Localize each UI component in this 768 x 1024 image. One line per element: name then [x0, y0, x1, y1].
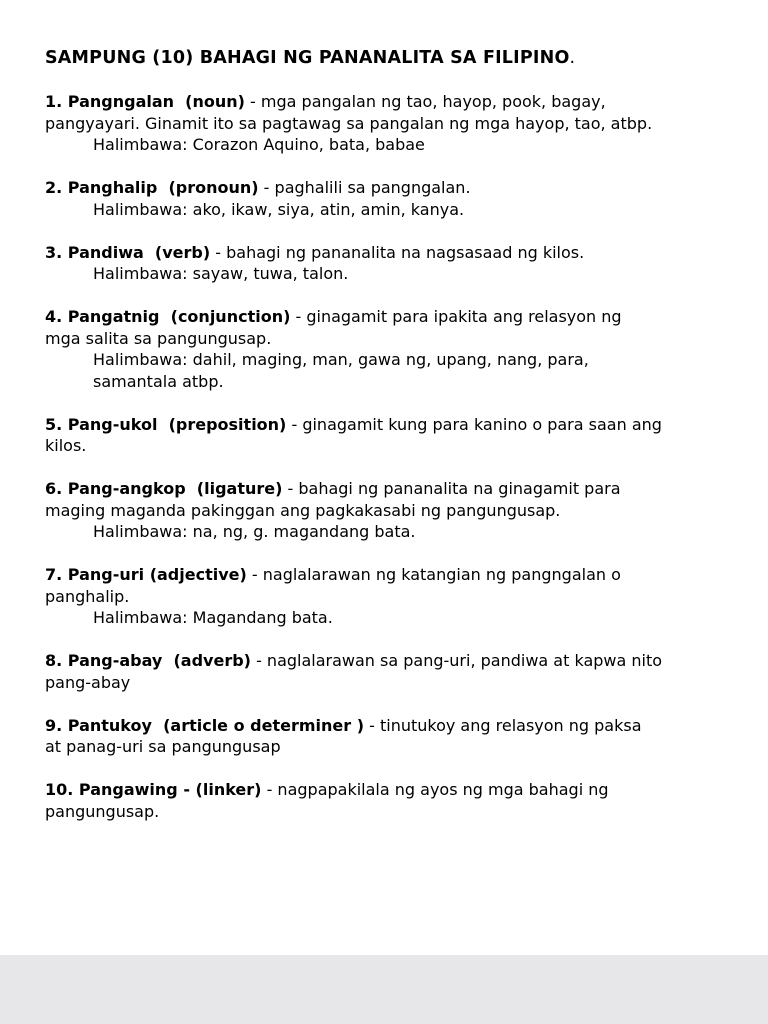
viewer-background-strip [0, 955, 768, 1024]
list-item [45, 306, 748, 392]
item-definition-line: kilos. [45, 436, 87, 455]
item-example-line: Halimbawa: Corazon Aquino, bata, babae [93, 135, 425, 154]
item-definition-line: pangungusap. [45, 801, 160, 821]
item-term: 6. Pang-angkop (ligature) [45, 479, 283, 498]
item-definition-line: maging maganda pakinggan ang pagkakasabi ng pangungusap. [45, 500, 561, 520]
item-heading-line [45, 414, 748, 436]
item-definition: - naglalarawan ng katangian ng pangngalan o [246, 565, 621, 584]
item-term: 9. Pantukoy (article o determiner ) [45, 715, 365, 735]
item-term: 10. Pangawing - (linker) [45, 780, 262, 799]
item-definition-line: at panag-uri sa pangungusap [45, 737, 281, 756]
list-item [45, 91, 748, 156]
page-title-text: SAMPUNG (10) BAHAGI NG PANANALITA SA FILIPINO [45, 48, 570, 68]
list-item [45, 779, 748, 822]
list-item [45, 564, 748, 629]
item-term: 2. Panghalip (pronoun) [45, 178, 259, 197]
list-item [45, 650, 748, 693]
item-heading-line [45, 779, 748, 801]
item-definition: - bahagi ng pananalita na ginagamit para [282, 479, 621, 498]
document-body [45, 91, 748, 822]
item-term: 4. Pangatnig (conjunction) [45, 307, 291, 326]
item-term: 7. Pang-uri (adjective) [45, 565, 247, 584]
item-heading-line [45, 715, 748, 737]
item-heading-line [45, 242, 748, 264]
item-definition-line: pangyayari. Ginamit ito sa pagtawag sa pangalan ng mga hayop, tao, atbp. [45, 113, 653, 133]
item-example-line: Halimbawa: ako, ikaw, siya, atin, amin, kanya. [93, 199, 465, 219]
item-definition: - bahagi ng pananalita na nagsasaad ng kilos. [210, 242, 585, 262]
item-example-line: Halimbawa: dahil, maging, man, gawa ng, upang, nang, para, [93, 350, 589, 369]
list-item [45, 414, 748, 457]
item-heading-line [45, 478, 748, 500]
item-heading-line [45, 306, 748, 328]
item-heading-line [45, 91, 748, 113]
item-definition-line: mga salita sa pangungusap. [45, 328, 272, 348]
item-definition: - mga pangalan ng tao, hayop, pook, bagay, [244, 92, 606, 111]
item-term: 3. Pandiwa (verb) [45, 242, 211, 262]
list-item [45, 478, 748, 543]
page-title-period: . [569, 48, 576, 68]
item-definition: - paghalili sa pangngalan. [258, 178, 471, 197]
item-definition: - ginagamit para ipakita ang relasyon ng [290, 307, 622, 326]
item-definition: - tinutukoy ang relasyon ng paksa [364, 715, 642, 735]
item-example-line: Halimbawa: Magandang bata. [93, 608, 333, 627]
item-term: 8. Pang-abay (adverb) [45, 651, 251, 670]
item-heading-line [45, 650, 748, 672]
item-definition: - naglalarawan sa pang-uri, pandiwa at kapwa nito [250, 651, 663, 670]
item-definition: - ginagamit kung para kanino o para saan ang [286, 414, 662, 434]
page-title [45, 47, 748, 69]
item-heading-line [45, 564, 748, 586]
item-term: 1. Pangngalan (noun) [45, 92, 245, 111]
item-example-line: Halimbawa: sayaw, tuwa, talon. [93, 264, 349, 283]
item-example-line: samantala atbp. [93, 371, 224, 391]
item-definition-line: pang-abay [45, 672, 131, 692]
item-example-line: Halimbawa: na, ng, g. magandang bata. [93, 522, 416, 541]
item-term: 5. Pang-ukol (preposition) [45, 414, 287, 434]
item-definition-line: panghalip. [45, 586, 130, 606]
item-heading-line [45, 177, 748, 199]
item-definition: - nagpapakilala ng ayos ng mga bahagi ng [261, 780, 609, 799]
list-item [45, 177, 748, 220]
list-item [45, 715, 748, 758]
list-item [45, 242, 748, 285]
